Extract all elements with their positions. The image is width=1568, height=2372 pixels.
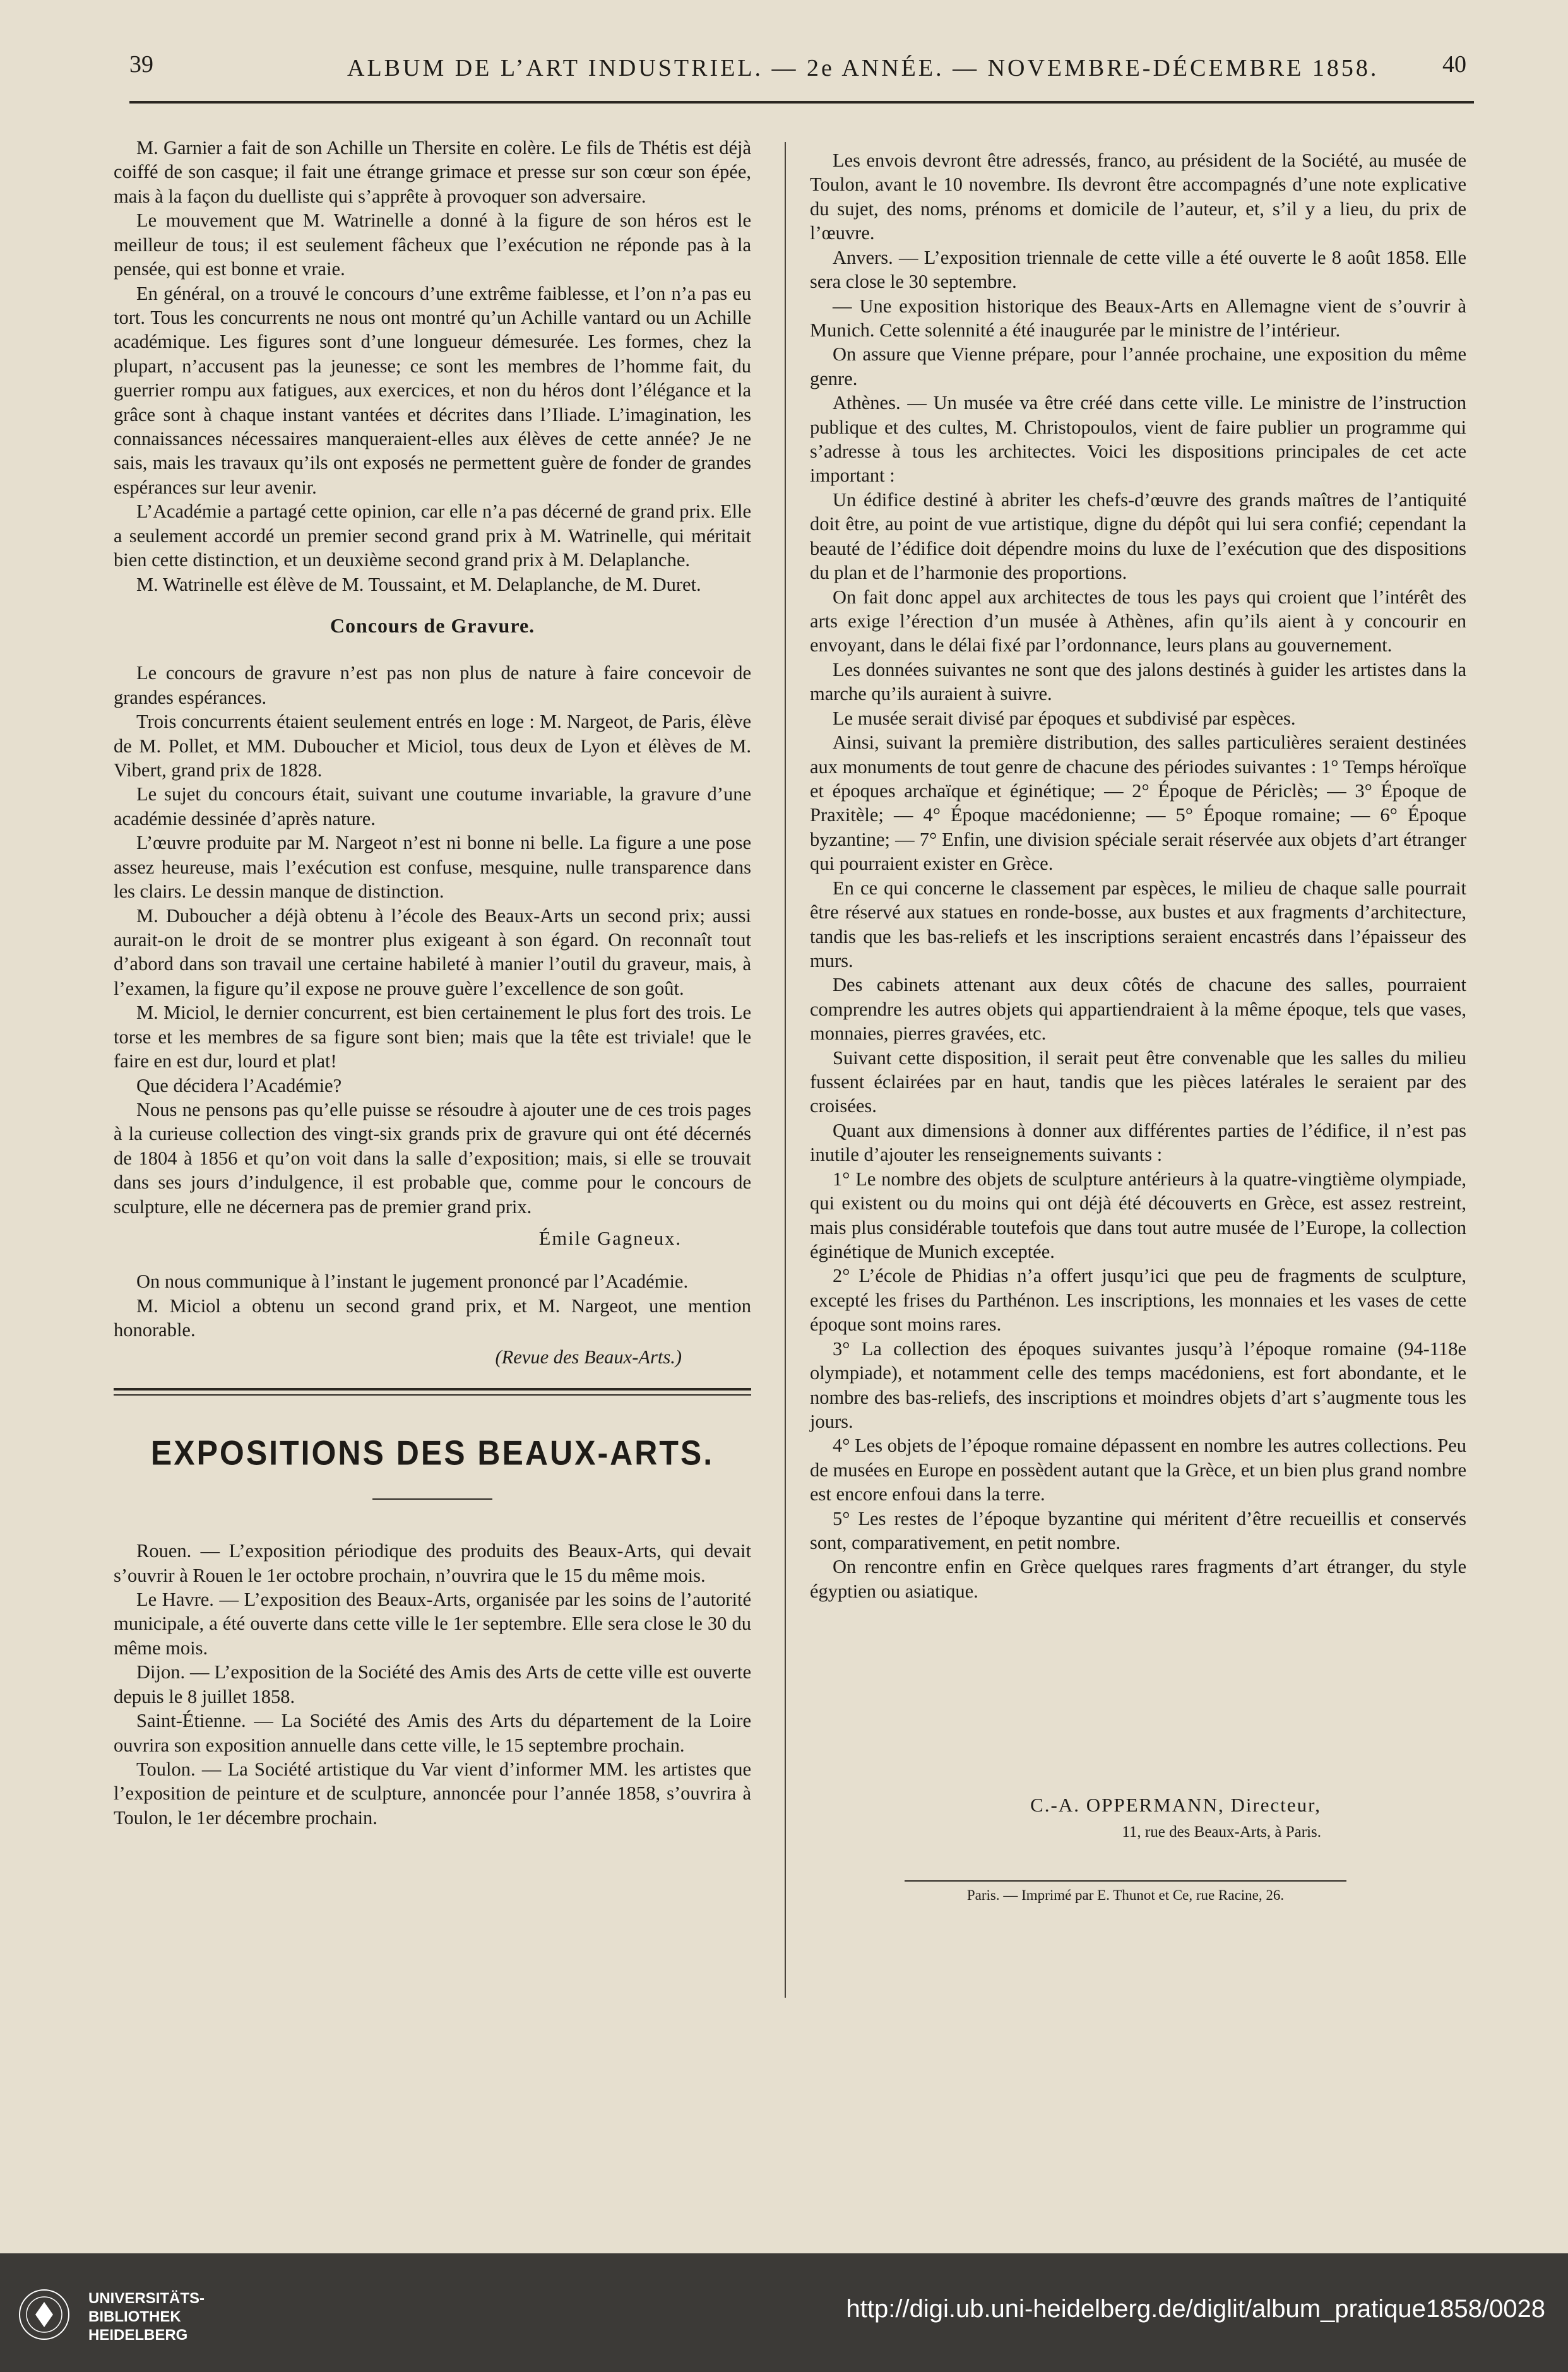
paragraph: M. Garnier a fait de son Achille un Thersite en colère. Le fils de Thétis est déjà coiffé de son casque; il fait une étrange grimace et presse sur son cœur son épée, mais à la façon du duelliste qui s’apprête à provoquer son adversaire. [114, 137, 751, 207]
note-text [114, 1269, 751, 1342]
expositions-text [114, 1539, 751, 1830]
paragraph: L’Académie a partagé cette opinion, car elle n’a pas décerné de grand prix. Elle a seulement accordé un premier second grand prix à M. Watrinelle, qui méritait bien cette distinction, et un deuxième second grand prix à M. Delaplanche. [114, 501, 751, 571]
paragraph: Le Havre. — L’exposition des Beaux-Arts, organisée par les soins de l’autorité municipale, a été ouverte dans cette ville le 1er septembre. Elle sera close le 30 du même mois. [114, 1588, 751, 1659]
paragraph: On rencontre enfin en Grèce quelques rares fragments d’art étranger, du style égyptien ou asiatique. [810, 1556, 1466, 1602]
gravure-text [114, 661, 751, 1219]
paragraph: En ce qui concerne le classement par espèces, le milieu de chaque salle pourrait être réservé aux statues en ronde-bosse, aux bustes et aux fragments d’architecture, tandis que les bas-reliefs et les inscriptions seraient encastrés dans l’épaisseur des murs. [810, 877, 1466, 971]
imprint-rule [905, 1880, 1346, 1882]
running-title: ALBUM DE L’ART INDUSTRIEL. — 2e ANNÉE. — NOVEMBRE-DÉCEMBRE 1858. [347, 55, 1379, 81]
paragraph: Nous ne pensons pas qu’elle puisse se résoudre à ajouter une de ces trois pages à la curieuse collection des vingt-six grands prix de gravure qui ont été décernés de 1804 à 1856 et qu’on voit dans la salle d’exposition; mais, si elle se trouvait dans ses jours d’indulgence, il est probable que, comme pour le concours de sculpture, elle ne décernera pas de premier grand prix. [114, 1098, 751, 1218]
paragraph: On assure que Vienne prépare, pour l’année prochaine, une exposition du même genre. [810, 343, 1466, 389]
paragraph: Le musée serait divisé par époques et subdivisé par espèces. [833, 707, 1296, 729]
paragraph: Trois concurrents étaient seulement entrés en loge : M. Nargeot, de Paris, élève de M. Pollet, et MM. Duboucher et Miciol, tous deux de Lyon et élèves de M. Vibert, grand prix de 1828. [114, 711, 751, 781]
paragraph: M. Miciol, le dernier concurrent, est bien certainement le plus fort des trois. Le torse et les membres de sa figure sont bien; mais que la tête est triviale! que le faire en est dur, lourd et plat! [114, 1002, 751, 1072]
paragraph: Saint-Étienne. — La Société des Amis des Arts du département de la Loire ouvrira son exposition annuelle dans cette ville, le 15 septembre prochain. [114, 1710, 751, 1756]
paragraph: M. Duboucher a déjà obtenu à l’école des Beaux-Arts un second prix; aussi aurait-on le droit de se montrer plus exigeant à son égard. On reconnaît tout d’abord dans son travail une certaine habileté à manier l’outil du graveur, mais, à l’examen, la figure qu’il expose ne prouve guère l’excellence de son goût. [114, 904, 751, 999]
paragraph: Rouen. — L’exposition périodique des produits des Beaux-Arts, qui devait s’ouvrir à Rouen le 1er octobre prochain, n’ouvrira que le 15 du même mois. [114, 1540, 751, 1586]
paragraph: En général, on a trouvé le concours d’une extrême faiblesse, et l’on n’a pas eu tort. Tous les concurrents ne nous ont montré qu’un Achille vantard ou un Achille académique. Les figures sont d’une longueur démesurée. Les formes, chez la plupart, n’accusent pas la jeunesse; ce sont les membres de l’homme fait, du guerrier rompu aux fatigues, aux exercices, et non du héros dont l’élégance et la grâce sont à chaque instant vantées et décrites dans l’Iliade. L’imagination, les connaissances nécessaires manqueraient-elles aux élèves de cette année? Je ne sais, mais les travaux qu’ils ont exposés ne permettent guère de fonder de grandes espérances sur leur avenir. [114, 282, 751, 498]
library-name [88, 2290, 205, 2344]
paragraph: Quant aux dimensions à donner aux différentes parties de l’édifice, il n’est pas inutile d’ajouter les renseignements suivants : [810, 1119, 1466, 1166]
expositions-heading: EXPOSITIONS DES BEAUX-ARTS. [150, 1433, 715, 1473]
column-divider [785, 142, 786, 1998]
paragraph: — Une exposition historique des Beaux-Arts en Allemagne vient de s’ouvrir à Munich. Cette solennité a été inaugurée par le ministre de l’intérieur. [810, 295, 1466, 341]
paragraph: L’œuvre produite par M. Nargeot n’est ni bonne ni belle. La figure a une pose assez heureuse, mais l’exécution est confuse, mesquine, nulle transparence dans les clairs. Le dessin manque de distinction. [114, 832, 751, 903]
paragraph: Un édifice destiné à abriter les chefs-d’œuvre des grands maîtres de l’antiquité doit être, au point de vue artistique, digne du dépôt qui lui sera confié; cependant la beauté de l’édifice doit dépendre moins du luxe de l’exécution que des dispositions du plan et de l’harmonie des proportions. [810, 489, 1466, 584]
author-signature: Émile Gagneux. [538, 1228, 682, 1250]
right-column [810, 148, 1466, 1905]
permalink-url[interactable]: http://digi.ub.uni-heidelberg.de/diglit/album_pratique1858/0028 [846, 2295, 1545, 2323]
printer-imprint: Paris. — Imprimé par E. Thunot et Ce, rue Racine, 26. [966, 1887, 1285, 1903]
library-name-line: HEIDELBERG [88, 2326, 188, 2344]
paragraph: Le sujet du concours était, suivant une coutume invariable, la gravure d’une académie dessinée d’après nature. [114, 783, 751, 829]
paragraph: Les données suivantes ne sont que des jalons destinés à guider les artistes dans la marche qu’ils auraient à suivre. [810, 658, 1466, 705]
section-double-rule [114, 1388, 751, 1396]
page-number-right: 40 [1442, 51, 1466, 78]
paragraph: On fait donc appel aux architectes de tous les pays qui croient que l’intérêt des arts exige l’érection d’un musée à Athènes, afin qu’ils aient à y concourir en envoyant, dans le délai fixé par l’ordonnance, leurs plans au gouvernement. [810, 586, 1466, 656]
paragraph: Anvers. — L’exposition triennale de cette ville a été ouverte le 8 août 1858. Elle sera close le 30 septembre. [810, 246, 1466, 293]
paragraph: Dijon. — L’exposition de la Société des Amis des Arts de cette ville est ouverte depuis le 8 juillet 1858. [114, 1661, 751, 1707]
header-rule [129, 101, 1474, 104]
paragraph: Les envois devront être adressés, franco, au président de la Société, au musée de Toulon, avant le 10 novembre. Ils devront être accompagnés d’une note explicative du sujet, des noms, prénoms et domicile de l’auteur, et, s’il y a lieu, du prix de l’œuvre. [810, 150, 1466, 244]
paragraph: 1° Le nombre des objets de sculpture antérieurs à la quatre-vingtième olympiade, qui existent ou du moins qui ont déjà été découverts en Grèce, est assez restreint, mais plus considérable toutefois que dans tout autre musée de l’Europe, la collection éginétique de Munich exceptée. [810, 1168, 1466, 1262]
paragraph: Toulon. — La Société artistique du Var vient d’informer MM. les artistes que l’exposition de peinture et de sculpture, annoncée pour l’année 1858, s’ouvrira à Toulon, le 1er décembre prochain. [114, 1758, 751, 1829]
paragraph: 3° La collection des époques suivantes jusqu’à l’époque romaine (94-118e olympiade), et notamment celle des temps macédoniens, est fort abondante, et le nombre des bas-reliefs, des inscriptions et moindres objets d’art s’augmente tous les jours. [810, 1337, 1466, 1432]
director-signature: C.-A. OPPERMANN, Directeur, [1030, 1794, 1321, 1817]
paragraph: Le mouvement que M. Watrinelle a donné à la figure de son héros est le meilleur de tous; il est seulement fâcheux que l’exécution ne réponde pas à la pensée, qui est bonne et vraie. [114, 210, 751, 280]
paragraph: Suivant cette disposition, il serait peut être convenable que les salles du milieu fussent éclairées par en haut, tandis que les pièces latérales le seraient par des croisées. [810, 1047, 1466, 1117]
paragraph: M. Miciol a obtenu un second grand prix, et M. Nargeot, une mention honorable. [114, 1295, 751, 1341]
page-number-left: 39 [129, 51, 153, 78]
director-address: 11, rue des Beaux-Arts, à Paris. [1122, 1823, 1321, 1841]
paragraph: Le concours de gravure n’est pas non plus de nature à faire concevoir de grandes espérances. [114, 662, 751, 708]
paragraph: Athènes. — Un musée va être créé dans cette ville. Le ministre de l’instruction publique et des cultes, M. Christopoulos, vient de faire publier un programme qui s’adresse à tous les architectes. Voici les dispositions principales de cet acte important : [810, 392, 1466, 487]
paragraph: Que décidera l’Académie? [136, 1074, 342, 1096]
viewer-footer [0, 2253, 1568, 2372]
university-seal-icon [18, 2288, 71, 2341]
left-column [114, 136, 751, 1830]
paragraph: 4° Les objets de l’époque romaine dépassent en nombre les autres collections. Peu de musées en Europe en possèdent autant que la Grèce, et un bien plus grand nombre est encore enfoui dans la terre. [810, 1435, 1466, 1505]
paragraph: Des cabinets attenant aux deux côtés de chacune des salles, pourraient comprendre les autres objets qui appartiendraient à la même époque, tels que vases, monnaies, pierres gravées, etc. [810, 974, 1466, 1045]
gravure-heading: Concours de Gravure. [330, 614, 535, 637]
paragraph: 5° Les restes de l’époque byzantine qui méritent d’être recueillis et conservés sont, comparativement, en petit nombre. [810, 1507, 1466, 1554]
paragraph: 2° L’école de Phidias n’a offert jusqu’ici que peu de fragments de sculpture, excepté les frises du Parthénon. Les inscriptions, les monnaies et les vases de cette époque sont moins rares. [810, 1265, 1466, 1336]
library-name-line: BIBLIOTHEK [88, 2308, 181, 2325]
sculpture-text [114, 136, 751, 596]
heading-underline [372, 1498, 492, 1500]
paragraph: M. Watrinelle est élève de M. Toussaint, et M. Delaplanche, de M. Duret. [136, 573, 701, 595]
paragraph: On nous communique à l’instant le jugement prononcé par l’Académie. [136, 1271, 689, 1293]
library-name-line: UNIVERSITÄTS- [88, 2290, 205, 2307]
source-citation: (Revue des Beaux-Arts.) [495, 1346, 682, 1368]
paragraph: Ainsi, suivant la première distribution, des salles particulières seraient destinées aux monuments de tout genre de chacune des périodes suivantes : 1° Temps héroïque et époques archaïque et éginétique; — 2° Époque de Périclès; — 3° Époque de Praxitèle; — 4° Époque macédonienne; — 5° Époque romaine; — 6° Époque byzantine; — 7° Enfin, une division spéciale serait réservée aux objets d’art étranger qui pourraient exister en Grèce. [810, 732, 1466, 875]
